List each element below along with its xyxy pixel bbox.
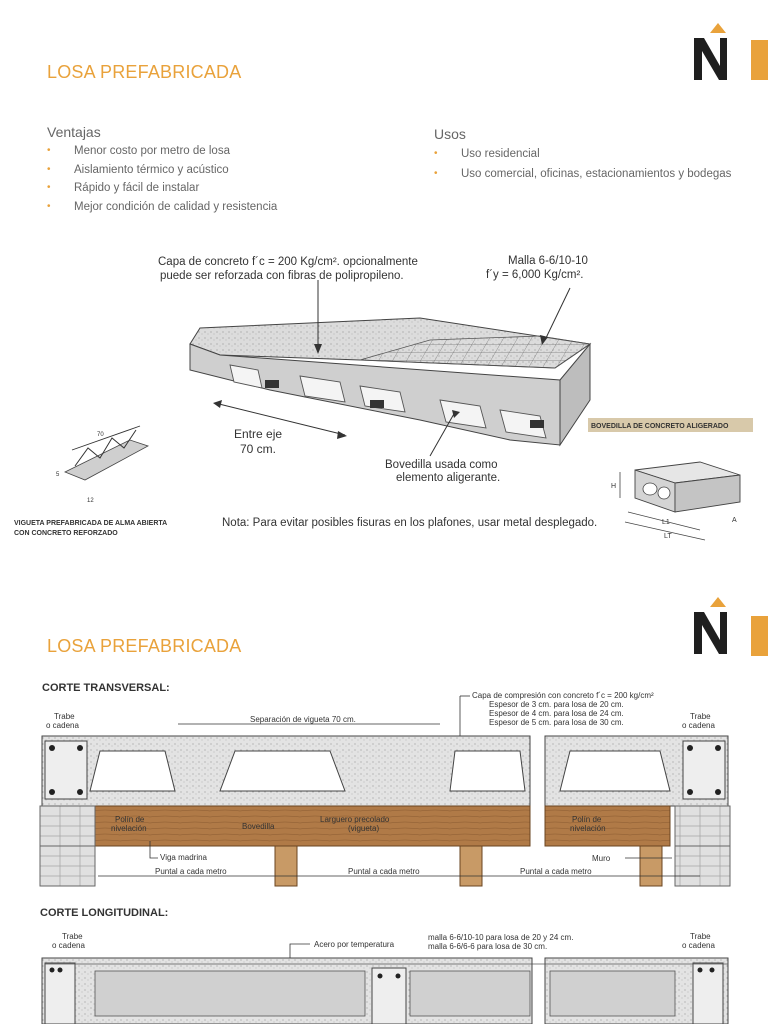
- acero-text: Acero por temperatura: [314, 940, 395, 949]
- bovedilla-concreto-label: BOVEDILLA DE CONCRETO ALIGERADO: [591, 423, 729, 430]
- section-diagrams: [0, 676, 768, 1024]
- dim-a: A: [732, 517, 737, 524]
- trabe-right-2: o cadena: [682, 721, 715, 730]
- accent-bar: [751, 616, 768, 656]
- nota-text: Nota: Para evitar posibles fisuras en los plafones, usar metal desplegado.: [222, 517, 598, 529]
- slide-title: LOSA PREFABRICADA: [47, 62, 242, 82]
- polin-right-2: nivelación: [570, 824, 606, 833]
- trabe-right-1: Trabe: [690, 712, 711, 721]
- bovedilla-text-1: Bovedilla usada como: [385, 459, 498, 471]
- trabe-left-2: o cadena: [46, 721, 79, 730]
- polin-right-1: Polín de: [572, 815, 602, 824]
- n-logo-icon: [690, 594, 732, 656]
- polin-left-2: nivelación: [111, 824, 147, 833]
- puntal-text-1: Puntal a cada metro: [155, 867, 227, 876]
- dim-lt: LT: [664, 533, 672, 540]
- malla-text-1: Malla 6-6/10-10: [508, 255, 588, 267]
- malla-text-2: malla 6-6/6-6 para losa de 30 cm.: [428, 942, 548, 951]
- slide-title: LOSA PREFABRICADA: [47, 636, 242, 656]
- dim-h: H: [611, 483, 617, 490]
- list-item: • Menor costo por metro de losa: [47, 145, 230, 157]
- ventajas-heading: Ventajas: [47, 124, 101, 140]
- viga-madrina-text: Viga madrina: [160, 853, 207, 862]
- accent-bar: [751, 40, 768, 80]
- espesor-1: Espesor de 3 cm. para losa de 20 cm.: [489, 700, 624, 709]
- larguero-text-2: (vigueta): [348, 824, 380, 833]
- list-item: • Mejor condición de calidad y resistencia: [47, 200, 278, 213]
- espesor-3: Espesor de 5 cm. para losa de 30 cm.: [489, 718, 624, 727]
- capa-text-2: puede ser reforzada con fibras de polipropileno.: [160, 270, 404, 282]
- n-logo-icon: [690, 20, 732, 82]
- vigueta-label-1: VIGUETA PREFABRICADA DE ALMA ABIERTA: [14, 520, 168, 527]
- entre-eje-text-1: Entre eje: [234, 427, 283, 441]
- dim-l1: L1: [662, 519, 670, 526]
- list-item: • Aislamiento térmico y acústico: [47, 163, 229, 176]
- slide-separator: [0, 556, 768, 576]
- bovedilla-block-detail: [635, 462, 740, 512]
- vigueta-label-2: CON CONCRETO REFORZADO: [14, 530, 118, 537]
- polin-left-1: Polín de: [115, 815, 145, 824]
- muro-text: Muro: [592, 854, 611, 863]
- dim-12: 12: [87, 498, 94, 504]
- vigueta-detail: [65, 426, 148, 480]
- malla-text-2: f´y = 6,000 Kg/cm².: [486, 269, 584, 281]
- slide-2: [0, 576, 768, 1024]
- capa-compresion-text: Capa de compresión con concreto f´c = 200 kg/cm²: [472, 691, 654, 700]
- list-item: • Uso comercial, oficinas, estacionamientos y bodegas: [434, 167, 732, 180]
- capa-text-1: Capa de concreto f´c = 200 Kg/cm². opcionalmente: [158, 256, 418, 268]
- trabe-long-left-1: Trabe: [62, 932, 83, 941]
- corte-longitudinal-heading: CORTE LONGITUDINAL:: [40, 907, 169, 919]
- ventajas-list: [47, 142, 387, 216]
- usos-heading: Usos: [434, 126, 466, 142]
- usos-list: [434, 145, 734, 182]
- larguero-text-1: Larguero precolado: [320, 815, 390, 824]
- trabe-long-left-2: o cadena: [52, 941, 85, 950]
- puntal-text-2: Puntal a cada metro: [348, 867, 420, 876]
- trabe-left-1: Trabe: [54, 712, 75, 721]
- separacion-text: Separación de vigueta 70 cm.: [250, 715, 356, 724]
- malla-text-1: malla 6-6/10-10 para losa de 20 y 24 cm.: [428, 933, 574, 942]
- dim-70: 70: [97, 432, 104, 438]
- entre-eje-text-2: 70 cm.: [240, 442, 277, 456]
- list-item: • Rápido y fácil de instalar: [47, 182, 200, 194]
- espesor-2: Espesor de 4 cm. para losa de 24 cm.: [489, 709, 624, 718]
- bovedilla-text-2: elemento aligerante.: [396, 472, 501, 484]
- trabe-long-right-1: Trabe: [690, 932, 711, 941]
- puntal-text-3: Puntal a cada metro: [520, 867, 592, 876]
- bovedilla-text: Bovedilla: [242, 822, 275, 831]
- slab-isometric-diagram: [0, 240, 768, 556]
- list-item: • Uso residencial: [434, 148, 540, 160]
- dim-5: 5: [56, 472, 60, 478]
- corte-transversal-heading: CORTE TRANSVERSAL:: [42, 682, 170, 694]
- trabe-long-right-2: o cadena: [682, 941, 715, 950]
